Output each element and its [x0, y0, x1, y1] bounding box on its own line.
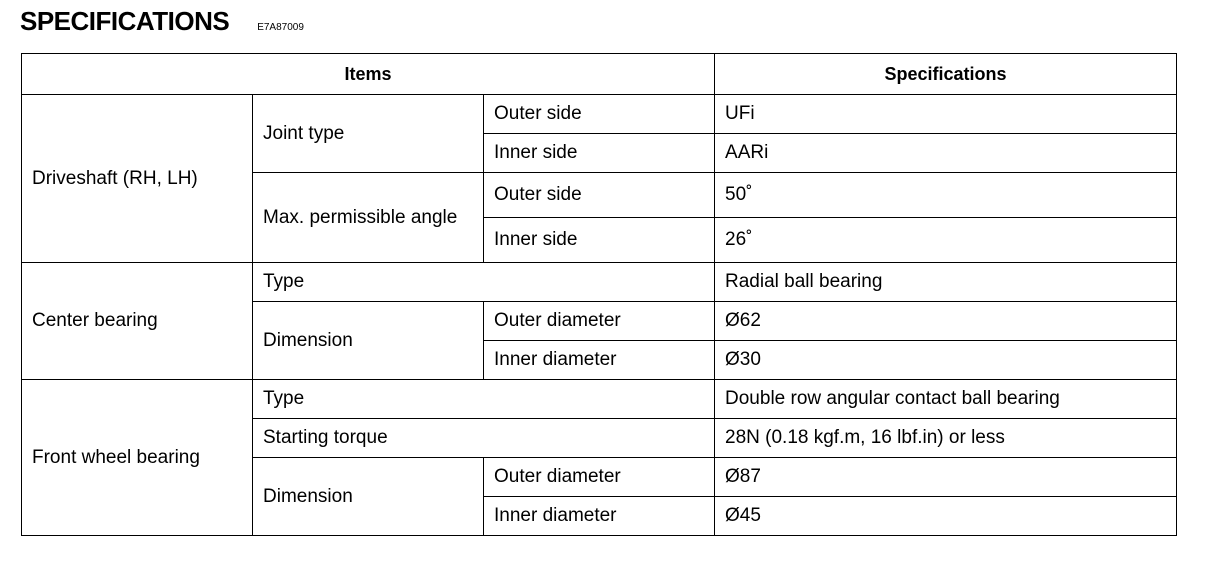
center-outer-label: Outer diameter: [484, 302, 715, 341]
specifications-table: [21, 53, 1177, 536]
center-outer-value: Ø62: [715, 302, 1177, 341]
table-row: [22, 263, 1177, 302]
items-header: Items: [22, 54, 715, 95]
center-bearing-label: Center bearing: [22, 263, 253, 380]
joint-inner-value: AARi: [715, 134, 1177, 173]
table-row: [22, 380, 1177, 419]
joint-outer-label: Outer side: [484, 95, 715, 134]
starting-torque-label: Starting torque: [253, 419, 715, 458]
front-type-value: Double row angular contact ball bearing: [715, 380, 1177, 419]
front-wheel-bearing-label: Front wheel bearing: [22, 380, 253, 536]
angle-outer-label: Outer side: [484, 173, 715, 218]
center-inner-value: Ø30: [715, 341, 1177, 380]
angle-outer-value: 50˚: [715, 173, 1177, 218]
starting-torque-value: 28N (0.18 kgf.m, 16 lbf.in) or less: [715, 419, 1177, 458]
table-header-row: [22, 54, 1177, 95]
center-inner-label: Inner diameter: [484, 341, 715, 380]
joint-outer-value: UFi: [715, 95, 1177, 134]
page-heading: [20, 6, 304, 37]
joint-type-label: Joint type: [253, 95, 484, 173]
center-type-value: Radial ball bearing: [715, 263, 1177, 302]
front-outer-label: Outer diameter: [484, 458, 715, 497]
specifications-header: Specifications: [715, 54, 1177, 95]
front-inner-value: Ø45: [715, 497, 1177, 536]
table-row: [22, 95, 1177, 134]
angle-inner-label: Inner side: [484, 218, 715, 263]
max-angle-label: Max. permissible angle: [253, 173, 484, 263]
front-outer-value: Ø87: [715, 458, 1177, 497]
center-dimension-label: Dimension: [253, 302, 484, 380]
front-type-label: Type: [253, 380, 715, 419]
front-dimension-label: Dimension: [253, 458, 484, 536]
center-type-label: Type: [253, 263, 715, 302]
angle-inner-value: 26˚: [715, 218, 1177, 263]
page-title: SPECIFICATIONS: [20, 6, 230, 36]
front-inner-label: Inner diameter: [484, 497, 715, 536]
document-code: E7A87009: [257, 22, 304, 33]
driveshaft-label: Driveshaft (RH, LH): [22, 95, 253, 263]
joint-inner-label: Inner side: [484, 134, 715, 173]
